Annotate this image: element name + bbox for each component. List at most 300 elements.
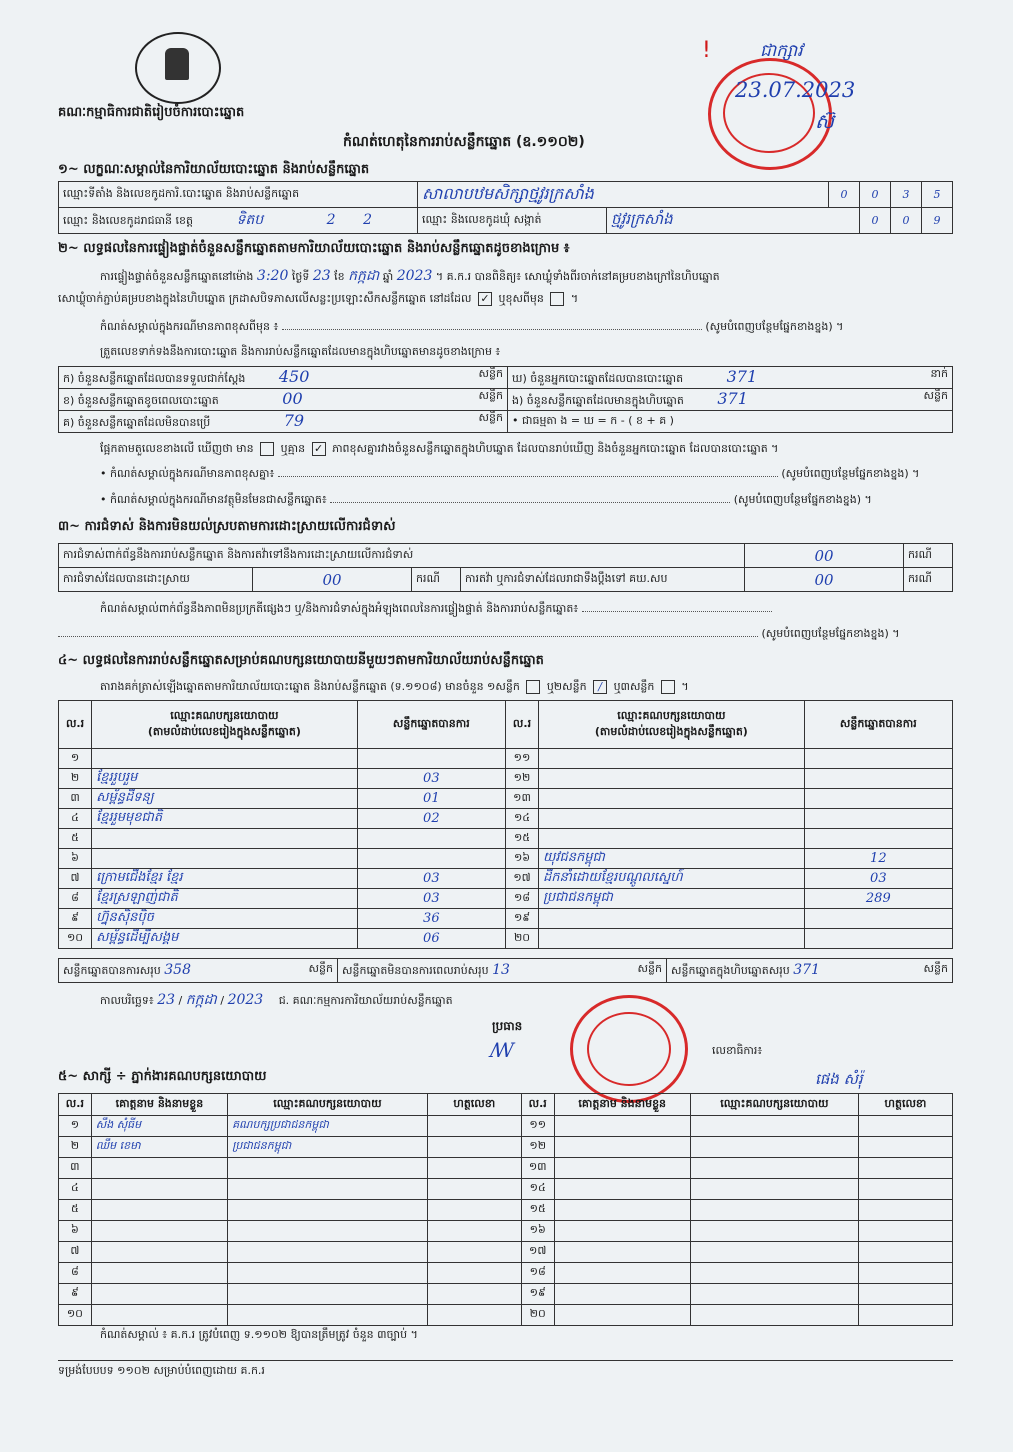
table-row (59, 909, 953, 929)
table-row (59, 769, 953, 789)
witness-party-left (228, 1284, 428, 1305)
witness-signature-left (427, 1263, 521, 1284)
s2-formula: • ជាធម្មតា ង = ឃ = ក - ( ខ + គ ) (508, 411, 953, 433)
s1-commune-code-2: 0 (891, 208, 922, 234)
s3-note-line (100, 602, 950, 618)
table-row (59, 1137, 953, 1158)
party-votes-right: 12 (804, 849, 952, 869)
party-name-right (539, 909, 805, 929)
party-name-right: ប្រជាជនកម្ពុជា (539, 889, 805, 909)
witness-number-right: ១៣ (521, 1158, 554, 1179)
s2-received-value: 450 (278, 367, 310, 386)
s5-witness-body (59, 1116, 953, 1326)
section4-title: ៤~ លទ្ធផលនៃការរាប់សន្លឹកឆ្នោតសម្រាប់គណបក្សនយោបាយនីមួយៗតាមការិយាល័យរាប់សន្លឹកឆ្នោត (58, 653, 544, 668)
witness-name-right (554, 1242, 690, 1263)
row-number-left: ២ (59, 769, 92, 789)
witness-name-left (91, 1263, 227, 1284)
s4-col-votes-right: សន្លឹកឆ្នោតបានការ (804, 701, 952, 749)
s1-commune-value: ថ្មវូរក្រសាំង (607, 208, 860, 234)
party-votes-right: 03 (804, 869, 952, 889)
s2-line1-c: ខែ (334, 270, 345, 283)
s2-row1-right (508, 367, 953, 389)
s2-row-1 (59, 367, 953, 389)
table-row (59, 1200, 953, 1221)
s1-code-1: 0 (829, 182, 860, 208)
witness-name-right (554, 1179, 690, 1200)
party-votes-right (804, 749, 952, 769)
s5-witness-table (58, 1093, 953, 1326)
s1-row2-label-text: ឈ្មោះ និងលេខកូដរាជធានី ខេត្ត (63, 214, 193, 227)
s2-row1-right-unit: នាក់ (930, 367, 948, 380)
s2-row2-right-unit: សន្លឹក (923, 389, 948, 402)
s4-date-month: កក្កដា (185, 992, 217, 1008)
row-number-left: ១ (59, 749, 92, 769)
s2-bullet1-dots (278, 476, 778, 477)
s2-row3-left-label: គ) ចំនួនសន្លឹកឆ្នោតដែលមិនបានប្រើ (63, 416, 211, 429)
section3-title: ៣~ ការជំទាស់ និងការមិនយល់ស្របតាមការដោះស្រាយលើការជំទាស់ (58, 519, 396, 534)
witness-party-right (690, 1200, 858, 1221)
table-row (59, 1116, 953, 1137)
party-name-right: យុវជនកម្ពុជា (539, 849, 805, 869)
s1-commune-code-3: 9 (922, 208, 953, 234)
witness-signature-right (858, 1137, 952, 1158)
witness-name-right (554, 1284, 690, 1305)
witness-party-left (228, 1242, 428, 1263)
party-name-right (539, 789, 805, 809)
s3-row2-label: ការជំទាស់ដែលបានដោះស្រាយ (59, 568, 253, 592)
s3-note: កំណត់សម្គាល់ពាក់ព័ន្ធនឹងភាពមិនប្រក្រតីផ្សេងៗ ឬ/និងការជំទាស់ក្នុងអំឡុងពេលនៃការផ្ទៀងផ្ទាត់ និងការរាប់សន្លឹកឆ្នោត៖ (100, 602, 579, 615)
s4-col-party-right-sub: (តាមលំដាប់លេខរៀងក្នុងសន្លឹកឆ្នោត) (594, 724, 748, 738)
party-name-left: ខ្មែរស្រឡាញ់ជាតិ (92, 889, 358, 909)
s4-intro-a: តារាងគក់ត្រាស់ឡើងឆ្នោតតាមការិយាល័យបោះឆ្នោត និងរាប់សន្លឹកឆ្នោត (ទ.១១០៨) មានចំនួន ១សន្លឹក (100, 680, 520, 693)
s3-row2b-value: 00 (745, 568, 904, 592)
s4-results-table (58, 700, 953, 949)
section5-title: ៥~ សាក្សី ÷ ភ្នាក់ងារគណបក្សនយោបាយ (58, 1069, 267, 1084)
section2-title: ២~ លទ្ធផលនៃការផ្ទៀងផ្ទាត់ចំនួនសន្លឹកឆ្នោតតាមការិយាល័យបោះឆ្នោត និងរាប់សន្លឹកឆ្នោតដូចខាងក្រោម ៖ (58, 241, 570, 256)
witness-name-left (91, 1158, 227, 1179)
party-votes-left: 01 (357, 789, 505, 809)
table-row (59, 1284, 953, 1305)
witness-signature-left (427, 1305, 521, 1326)
s2-same-checkbox[interactable]: ✓ (478, 292, 492, 306)
s4-total-invalid-label: សន្លឹកឆ្នោតមិនបានការពេលរាប់សរុប (342, 963, 489, 977)
s2-row1-left-unit: សន្លឹក (478, 367, 503, 380)
s2-row3-left (59, 411, 508, 433)
row-number-right: ១២ (505, 769, 538, 789)
s4-col-party-left-title: ឈ្មោះគណបក្សនយោបាយ (170, 708, 279, 722)
s2-row-3 (59, 411, 953, 433)
party-votes-right (804, 829, 952, 849)
witness-number-left: ៥ (59, 1200, 92, 1221)
witness-number-left: ៩ (59, 1284, 92, 1305)
witness-signature-right (858, 1179, 952, 1200)
witness-signature-right (858, 1221, 952, 1242)
s3-note-dots (582, 611, 772, 612)
s4-col-party-left-sub: (តាមលំដាប់លេខរៀងក្នុងសន្លឹកឆ្នោត) (147, 724, 301, 738)
s5-col-no-left: ល.រ (59, 1094, 92, 1116)
s2-count-table (58, 366, 953, 433)
row-number-left: ១០ (59, 929, 92, 949)
s1-province-code-1: 2 (326, 212, 336, 228)
official-seal-bottom (570, 995, 688, 1103)
s4-date-year: 2023 (227, 992, 264, 1008)
s5-col-party-left: ឈ្មោះគណបក្សនយោបាយ (228, 1094, 428, 1116)
s4-col-votes-left: សន្លឹកឆ្នោតបានការ (357, 701, 505, 749)
s2-bullet1-tail: (សូមបំពេញបន្ថែមផ្នែកខាងខ្នង) ។ (781, 467, 920, 480)
table-row (59, 749, 953, 769)
witness-name-left (91, 1305, 227, 1326)
s2-row1-left (59, 367, 508, 389)
table-row (59, 1179, 953, 1200)
row-number-left: ៣ (59, 789, 92, 809)
witness-number-right: ២០ (521, 1305, 554, 1326)
s2-has-diff-checkbox[interactable] (260, 442, 274, 456)
s2-intro: ត្រួតលេខទាក់ទងនឹងការបោះឆ្នោត និងការរាប់សន្លឹកឆ្នោតដែលមានក្នុងហិបឆ្នោតមានដូចខាងក្រោម ៖ (100, 345, 501, 358)
s2-line2: សោឃ្លុំចាក់ភ្ជាប់គម្របខាងក្នុងនៃហិបឆ្នោត ក្រដាសបិទភាសលើសន្លះប្រឡោះសឹកសន្លឹកឆ្នោត នៅដដែល ✓ ឬខុសពីមុន ។ (58, 292, 579, 305)
s2-spoiled-value: 00 (282, 389, 303, 408)
s4-date-day: 23 (157, 992, 176, 1008)
party-name-right (539, 809, 805, 829)
s4-total-valid (59, 959, 338, 983)
s4-date-sign: ជ. គណៈកម្មការការិយាល័យរាប់សន្លឹកឆ្នោត (278, 994, 453, 1007)
row-number-right: ១៦ (505, 849, 538, 869)
party-name-left: សម្ព័ន្ធដើម្បីសង្គម (92, 929, 358, 949)
witness-name-right (554, 1200, 690, 1221)
seal-inner-ring-bottom (587, 1012, 671, 1086)
s2-line2-b: ឬខុសពីមុន (498, 292, 544, 305)
witness-signature-left (427, 1284, 521, 1305)
party-name-left (92, 829, 358, 849)
s4-two-sheet-checkbox[interactable]: / (593, 680, 607, 694)
witness-number-right: ១៤ (521, 1179, 554, 1200)
s4-col-party-left (92, 701, 358, 749)
s2-row2-left-unit: សន្លឹក (478, 389, 503, 402)
stamp-date: 23.07.2023 (735, 78, 856, 102)
s5-col-party-right: ឈ្មោះគណបក្សនយោបាយ (690, 1094, 858, 1116)
witness-party-right (690, 1221, 858, 1242)
s2-year: 2023 (396, 268, 433, 284)
table-row (59, 869, 953, 889)
form-title: កំណត់ហេតុនៃការរាប់សន្លឹកឆ្នោត (ឧ.១១០២) (343, 134, 585, 150)
witness-signature-left (427, 1221, 521, 1242)
witness-name-left (91, 1200, 227, 1221)
s2-row-2 (59, 389, 953, 411)
witness-name-right (554, 1305, 690, 1326)
party-name-left: ខ្មែររួបរួម (92, 769, 358, 789)
party-name-left: សម្ព័ន្ធដីទន្យ (92, 789, 358, 809)
table-row (59, 809, 953, 829)
party-votes-left: 36 (357, 909, 505, 929)
row-number-left: ៤ (59, 809, 92, 829)
party-name-right (539, 929, 805, 949)
party-name-right (539, 769, 805, 789)
witness-party-left (228, 1200, 428, 1221)
s3-row2b-label: ការតវ៉ា ឬការជំទាស់ដែលរាជាទឹងប្ដឹងទៅ គឃ.សប (461, 568, 745, 592)
s1-commune-code-1: 0 (860, 208, 891, 234)
witness-number-left: ១០ (59, 1305, 92, 1326)
table-row (59, 829, 953, 849)
chair-signature: ꟿ (490, 1038, 515, 1062)
table-row (59, 789, 953, 809)
s2-bullet1: • កំណត់សម្គាល់ក្នុងករណីមានភាពខុសគ្នា៖ (100, 467, 275, 480)
s2-line1-e: ។ គ.ក.រ បានពិនិត្យ៖ សោឃ្លុំទាំងពីរចាក់នៅគម្របខាងក្រៅនៃហិបឆ្នោត (435, 270, 720, 283)
footer-text: ទម្រង់បែបបទ ១១០២ សម្រាប់បំពេញដោយ គ.ក.រ (58, 1364, 265, 1377)
s5-col-name-right: គោត្តនាម និងនាមខ្លួន (554, 1094, 690, 1116)
party-votes-left: 06 (357, 929, 505, 949)
witness-signature-left (427, 1116, 521, 1137)
witness-name-right (554, 1221, 690, 1242)
s2-voters-value: 371 (726, 367, 758, 386)
witness-signature-left (427, 1137, 521, 1158)
party-votes-right (804, 789, 952, 809)
party-votes-left (357, 849, 505, 869)
witness-name-right (554, 1158, 690, 1179)
s3-row1-label: ការជំទាស់ពាក់ព័ន្ធនឹងការរាប់សន្លឹកឆ្នោត និងការតវ៉ាទៅនឹងការដោះស្រាយលើការជំទាស់ (59, 544, 745, 568)
s2-after-b: ឬគ្មាន (280, 442, 306, 455)
party-votes-left: 03 (357, 769, 505, 789)
witness-party-right (690, 1137, 858, 1158)
committee-name: គណៈកម្មាធិការជាតិរៀបចំការបោះឆ្នោត (58, 105, 245, 120)
witness-number-left: ៦ (59, 1221, 92, 1242)
chair-label: ប្រធាន (492, 1019, 523, 1033)
witness-party-right (690, 1179, 858, 1200)
s4-intro: តារាងគក់ត្រាស់ឡើងឆ្នោតតាមការិយាល័យបោះឆ្នោត និងរាប់សន្លឹកឆ្នោត (ទ.១១០៨) មានចំនួន ១សន្លឹក ឬ២សន្លឹក / ឬ៣សន្លឹក ។ (100, 680, 689, 693)
s4-results-body (59, 749, 953, 949)
s5-note: កំណត់សម្គាល់ ៖ គ.ក.រ ត្រូវបំពេញ ទ.១១០២ ឱ្យបានត្រឹមត្រូវ ចំនួន ៣ច្បាប់ ។ (100, 1328, 418, 1341)
row-number-right: ១១ (505, 749, 538, 769)
witness-number-left: ២ (59, 1137, 92, 1158)
witness-signature-right (858, 1200, 952, 1221)
witness-number-left: ៣ (59, 1158, 92, 1179)
s4-date-label: កាលបរិច្ឆេទ៖ (100, 994, 154, 1007)
nec-logo-icon (135, 32, 221, 104)
party-votes-right: 289 (804, 889, 952, 909)
red-mark: ! (702, 38, 711, 63)
table-row (59, 1221, 953, 1242)
secretary-name: ផេង សំរ៉ុ (815, 1070, 863, 1088)
party-name-left: ហ្វ៊ុនស៊ិនប៉ិច (92, 909, 358, 929)
witness-party-right (690, 1158, 858, 1179)
table-row (59, 849, 953, 869)
witness-name-left (91, 1242, 227, 1263)
s2-row1-left-label: ក) ចំនួនសន្លឹកឆ្នោតដែលបានទទួលជាក់ស្ដែង (63, 372, 246, 385)
s2-bullet2-tail: (សូមបំពេញបន្ថែមផ្នែកខាងខ្នង) ។ (733, 493, 872, 506)
witness-name-left (91, 1284, 227, 1305)
s1-row2-label (59, 208, 418, 234)
s3-table (58, 543, 953, 592)
s2-ballots-in-box-value: 371 (717, 389, 748, 408)
secretary-label: លេខាធិការ៖ (712, 1044, 763, 1057)
witness-party-right (690, 1242, 858, 1263)
table-row (59, 1305, 953, 1326)
s3-row1-value: 00 (745, 544, 904, 568)
s5-col-name-left: គោត្តនាម និងនាមខ្លួន (91, 1094, 227, 1116)
s2-unused-value: 79 (283, 411, 305, 430)
s2-after-c: ភាពខុសគ្នារវាងចំនួនសន្លឹកឆ្នោតក្នុងហិបឆ្នោត ដែលបានរាប់ឃើញ និងចំនួនអ្នកបោះឆ្នោត ដែលបានបោះឆ្នោត ។ (332, 442, 779, 455)
s2-after-line (100, 442, 778, 458)
row-number-right: ១៥ (505, 829, 538, 849)
s4-total-box-value: 371 (793, 961, 820, 978)
witness-signature-left (427, 1200, 521, 1221)
witness-party-right (690, 1116, 858, 1137)
s2-time: 3:20 (256, 268, 289, 284)
witness-party-right (690, 1305, 858, 1326)
party-name-left: ក្រោមជើងខ្មែរ ខ្មែរ (92, 869, 358, 889)
s4-three-sheet-checkbox[interactable] (661, 680, 675, 694)
s2-line1-d: ឆ្នាំ (382, 270, 394, 283)
s2-after-a: ផ្អែកតាមតួលេខខាងលើ ឃើញថា មាន (100, 442, 254, 455)
witness-party-left: ប្រជាជនកម្ពុជា (228, 1137, 428, 1158)
s5-col-sign-right: ហត្ថលេខា (858, 1094, 952, 1116)
s4-col-party-right (539, 701, 805, 749)
s5-col-sign-left: ហត្ថលេខា (427, 1094, 521, 1116)
row-number-right: ១៨ (505, 889, 538, 909)
table-row (59, 889, 953, 909)
s2-row2-right (508, 389, 953, 411)
row-number-left: ៦ (59, 849, 92, 869)
s2-line1-a: ការផ្ទៀងផ្ទាត់ចំនួនសន្លឹកឆ្នោតនៅម៉ោង (100, 270, 254, 283)
witness-name-right (554, 1263, 690, 1284)
s1-row2-value: ទិតប (236, 212, 264, 228)
s1-commune-label: ឈ្មោះ និងលេខកូដឃុំ សង្កាត់ (418, 208, 607, 234)
s1-province-code-2: 2 (363, 212, 373, 228)
s4-total-box-unit: សន្លឹក (923, 961, 948, 975)
witness-party-left (228, 1263, 428, 1284)
witness-signature-right (858, 1284, 952, 1305)
witness-signature-left (427, 1242, 521, 1263)
row-number-left: ៥ (59, 829, 92, 849)
s2-bullet2: • កំណត់សម្គាល់ក្នុងករណីមានវត្ថុមិនមែនជាសន្លឹកឆ្នោត៖ (100, 493, 327, 506)
party-votes-left: 03 (357, 889, 505, 909)
s4-intro-c: ឬ៣សន្លឹក (613, 680, 655, 693)
row-number-right: ១៧ (505, 869, 538, 889)
witness-party-left (228, 1158, 428, 1179)
s3-row2-unit: ករណី (412, 568, 461, 592)
witness-name-right (554, 1116, 690, 1137)
s4-one-sheet-checkbox[interactable] (526, 680, 540, 694)
witness-name-left (91, 1221, 227, 1242)
witness-number-right: ១១ (521, 1116, 554, 1137)
witness-name-right (554, 1137, 690, 1158)
s2-no-diff-checkbox[interactable]: ✓ (312, 442, 326, 456)
row-number-left: ៧ (59, 869, 92, 889)
witness-name-left: ឈឹម ខេមា (91, 1137, 227, 1158)
s2-row2-left (59, 389, 508, 411)
stamp-handwritten-name: ជាក្សាវ (760, 41, 803, 61)
party-votes-left: 03 (357, 869, 505, 889)
s4-totals-table (58, 958, 953, 983)
witness-signature-right (858, 1158, 952, 1179)
party-votes-right (804, 909, 952, 929)
s2-bullet1-line (100, 467, 950, 483)
s2-row2-left-label: ខ) ចំនួនសន្លឹកឆ្នោតខូចពេលបោះឆ្នោត (63, 394, 219, 407)
table-row (59, 1242, 953, 1263)
s4-col-no-left: ល.រ (59, 701, 92, 749)
party-votes-right (804, 809, 952, 829)
s2-row3-left-unit: សន្លឹក (478, 411, 503, 424)
witness-number-right: ១៦ (521, 1221, 554, 1242)
row-number-left: ៩ (59, 909, 92, 929)
s2-day: 23 (312, 268, 331, 284)
s2-note-label: កំណត់សម្គាល់ក្នុងករណីមានភាពខុសពីមុន ៖ (100, 320, 279, 333)
s2-line1-b: ថ្ងៃទី (291, 270, 310, 283)
stamp-signature: ស៊ (815, 109, 835, 133)
s4-total-invalid (338, 959, 667, 983)
witness-number-left: ៧ (59, 1242, 92, 1263)
party-name-left (92, 749, 358, 769)
table-row (59, 929, 953, 949)
s3-row1-unit: ករណី (904, 544, 953, 568)
table-row (59, 1158, 953, 1179)
s4-total-valid-value: 358 (164, 961, 191, 978)
witness-signature-right (858, 1263, 952, 1284)
s4-col-no-right: ល.រ (505, 701, 538, 749)
s4-total-box (667, 959, 953, 983)
s2-note-line (100, 320, 950, 336)
witness-party-left: គណបក្សប្រជាជនកម្ពុជា (228, 1116, 428, 1137)
witness-signature-right (858, 1242, 952, 1263)
witness-party-left (228, 1221, 428, 1242)
s4-total-box-label: សន្លឹកឆ្នោតក្នុងហិបឆ្នោតសរុប (671, 963, 790, 977)
witness-party-left (228, 1179, 428, 1200)
witness-name-left: សឹង សុំធីម (91, 1116, 227, 1137)
witness-name-left (91, 1179, 227, 1200)
witness-number-right: ១៨ (521, 1263, 554, 1284)
s2-different-checkbox[interactable] (550, 292, 564, 306)
s2-month: កក្កដា (348, 268, 380, 284)
s2-bullet2-line (100, 493, 950, 509)
s4-total-invalid-value: 13 (492, 961, 510, 978)
witness-signature-right (858, 1305, 952, 1326)
party-votes-right (804, 769, 952, 789)
party-name-left (92, 849, 358, 869)
s2-line1 (100, 266, 720, 287)
s1-row1-label: ឈ្មោះទីតាំង និងលេខកូដការិ.បោះឆ្នោត និងរាប់សន្លឹកឆ្នោត (59, 182, 418, 208)
row-number-right: ១៤ (505, 809, 538, 829)
s4-total-valid-unit: សន្លឹក (308, 961, 333, 975)
s1-row1-value: សាលាបឋមសិក្សាថ្មវូរក្រសាំង (418, 182, 829, 208)
witness-party-right (690, 1284, 858, 1305)
s4-intro-b: ឬ២សន្លឹក (546, 680, 587, 693)
s4-total-valid-label: សន្លឹកឆ្នោតបានការសរុប (63, 963, 161, 977)
row-number-right: ១៩ (505, 909, 538, 929)
party-votes-right (804, 929, 952, 949)
row-number-right: ១៣ (505, 789, 538, 809)
witness-number-right: ១៧ (521, 1242, 554, 1263)
row-number-right: ២០ (505, 929, 538, 949)
party-votes-left: 02 (357, 809, 505, 829)
witness-number-left: ៨ (59, 1263, 92, 1284)
witness-party-right (690, 1263, 858, 1284)
party-name-left: ខ្មែររួមមុខជាតិ (92, 809, 358, 829)
s3-tail: (សូមបំពេញបន្ថែមផ្នែកខាងខ្នង) ។ (761, 627, 900, 640)
official-seal-top (708, 58, 835, 170)
party-votes-left (357, 829, 505, 849)
witness-number-left: ៤ (59, 1179, 92, 1200)
s2-bullet2-dots (330, 502, 730, 503)
s5-col-no-right: ល.រ (521, 1094, 554, 1116)
s4-date-line: កាលបរិច្ឆេទ៖ 23 / កក្កដា / 2023 ជ. គណៈកម្មការការិយាល័យរាប់សន្លឹកឆ្នោត (100, 992, 453, 1008)
s3-note-line2 (58, 627, 953, 643)
s2-line2-a: សោឃ្លុំចាក់ភ្ជាប់គម្របខាងក្នុងនៃហិបឆ្នោត ក្រដាសបិទភាសលើសន្លះប្រឡោះសឹកសន្លឹកឆ្នោត នៅដដែល (58, 292, 472, 305)
party-name-right (539, 829, 805, 849)
witness-number-right: ១២ (521, 1137, 554, 1158)
s3-row2b-unit: ករណី (904, 568, 953, 592)
witness-signature-left (427, 1179, 521, 1200)
s1-code-3: 3 (891, 182, 922, 208)
s4-col-party-right-title: ឈ្មោះគណបក្សនយោបាយ (617, 708, 726, 722)
party-name-right (539, 749, 805, 769)
